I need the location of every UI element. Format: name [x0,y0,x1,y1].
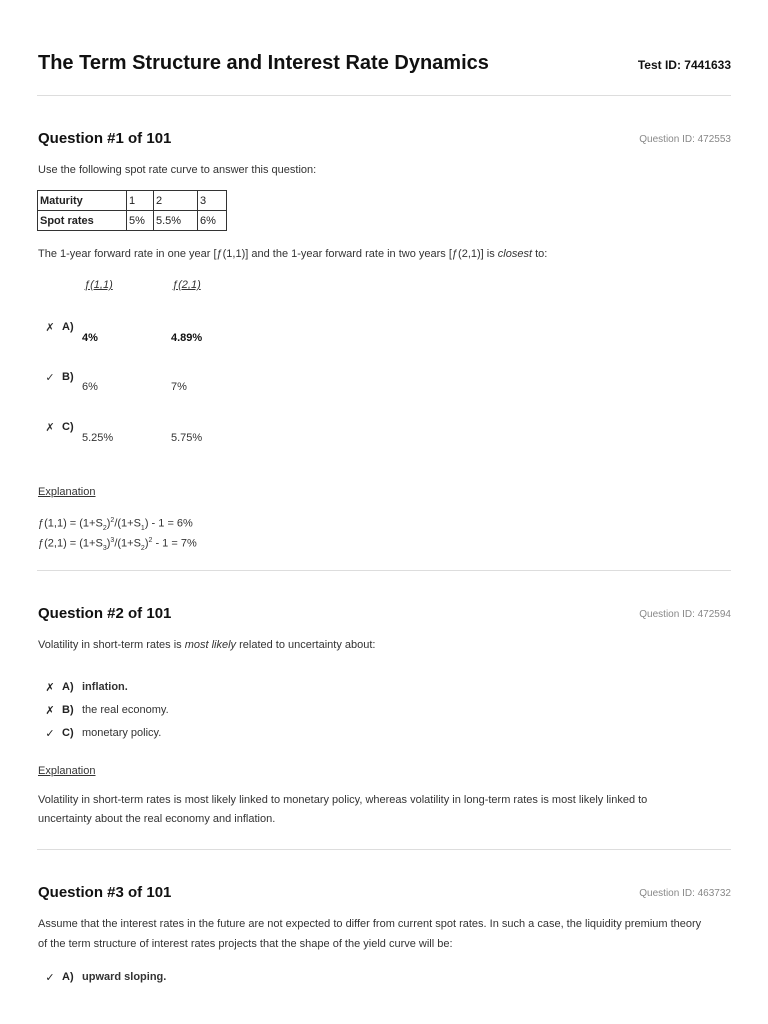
question-1-id: Question ID: 472553 [639,134,731,145]
option-text: upward sloping. [82,971,167,983]
formula-text: - 1 = 7% [152,537,197,550]
option-letter: C) [62,727,74,739]
table-cell: 2 [154,191,198,211]
column-header-f11: ƒ(1,1) [84,279,113,291]
table-cell: Spot rates [38,211,127,231]
check-mark-icon: ✓ [45,372,55,384]
test-id: Test ID: 7441633 [637,58,731,72]
question-1-title: Question #1 of 101 [38,130,172,147]
table-cell: Maturity [38,191,127,211]
question-1-intro: Use the following spot rate curve to answer this question: [38,164,317,176]
option-value: 4.89% [171,332,203,344]
table-cell: 5% [127,211,154,231]
option-letter: A) [62,321,74,333]
stem-text: to: [532,248,548,260]
divider [37,570,731,571]
stem-emphasis: most likely [184,639,237,651]
question-1-stem [38,245,547,264]
explanation-link[interactable]: Explanation [38,765,96,777]
question-3-stem-line: Assume that the interest rates in the future are not expected to differ from current spot rates. In such a case, the liquidity premium theory [38,918,702,930]
formula-text: ) - 1 = 6% [144,517,193,530]
option-letter: B) [62,704,74,716]
formula-subscript: 2 [140,544,145,552]
option-value: 7% [171,381,187,393]
formula-text: ) [106,537,111,550]
explanation-formula-2 [38,531,197,558]
x-mark-icon: ✗ [45,422,55,434]
formula-superscript: 2 [110,517,115,524]
option-value: 5.75% [171,432,203,444]
formula-subscript: 3 [102,544,107,552]
formula-text: ) [106,517,111,530]
question-3-id: Question ID: 463732 [639,888,731,899]
option-letter: C) [62,421,74,433]
question-2-stem [38,636,376,655]
x-mark-icon: ✗ [45,705,55,717]
option-letter: B) [62,371,74,383]
table-cell: 6% [198,211,227,231]
formula-subscript: 2 [102,524,107,532]
stem-text: related to uncertainty about: [236,639,376,651]
formula-text: ƒ(2,1) = (1+S [38,537,103,550]
question-3-stem-line: of the term structure of interest rates projects that the shape of the yield curve will be: [38,938,453,950]
question-3-title: Question #3 of 101 [38,884,172,901]
divider [37,849,731,850]
stem-emphasis: closest [497,248,533,260]
table-cell: 5.5% [154,211,198,231]
table-cell: 1 [127,191,154,211]
explanation-text-line: uncertainty about the real economy and inflation. [38,813,276,825]
option-letter: A) [62,681,74,693]
option-value: 6% [82,381,98,393]
explanation-link[interactable]: Explanation [38,486,96,498]
option-text: inflation. [82,681,128,693]
x-mark-icon: ✗ [45,682,55,694]
table-cell: 3 [198,191,227,211]
option-text: monetary policy. [82,727,162,739]
stem-text: The 1-year forward rate in one year [ƒ(1,1)] and the 1-year forward rate in two years [ƒ(2,1)] is [38,248,498,260]
check-mark-icon: ✓ [45,972,55,984]
table-row [38,191,227,211]
question-2-title: Question #2 of 101 [38,605,172,622]
column-header-f21: ƒ(2,1) [172,279,201,291]
check-mark-icon: ✓ [45,728,55,740]
explanation-text-line: Volatility in short-term rates is most likely linked to monetary policy, whereas volatility in long-term rates is most likely linked to [38,794,648,806]
spot-rate-table [37,190,227,231]
option-value: 5.25% [82,432,114,444]
option-letter: A) [62,971,74,983]
stem-text: Volatility in short-term rates is [38,639,185,651]
formula-text: /(1+S [114,537,141,550]
divider [37,95,731,96]
formula-text: /(1+S [114,517,141,530]
formula-superscript: 3 [110,537,115,544]
page-title: The Term Structure and Interest Rate Dynamics [38,52,489,74]
formula-text: ƒ(1,1) = (1+S [38,517,103,530]
formula-superscript: 2 [148,537,153,544]
x-mark-icon: ✗ [45,322,55,334]
option-text: the real economy. [82,704,169,716]
question-2-id: Question ID: 472594 [639,609,731,620]
formula-subscript: 1 [140,524,145,532]
option-value: 4% [82,332,98,344]
formula-text: ) [144,537,149,550]
table-row [38,211,227,231]
